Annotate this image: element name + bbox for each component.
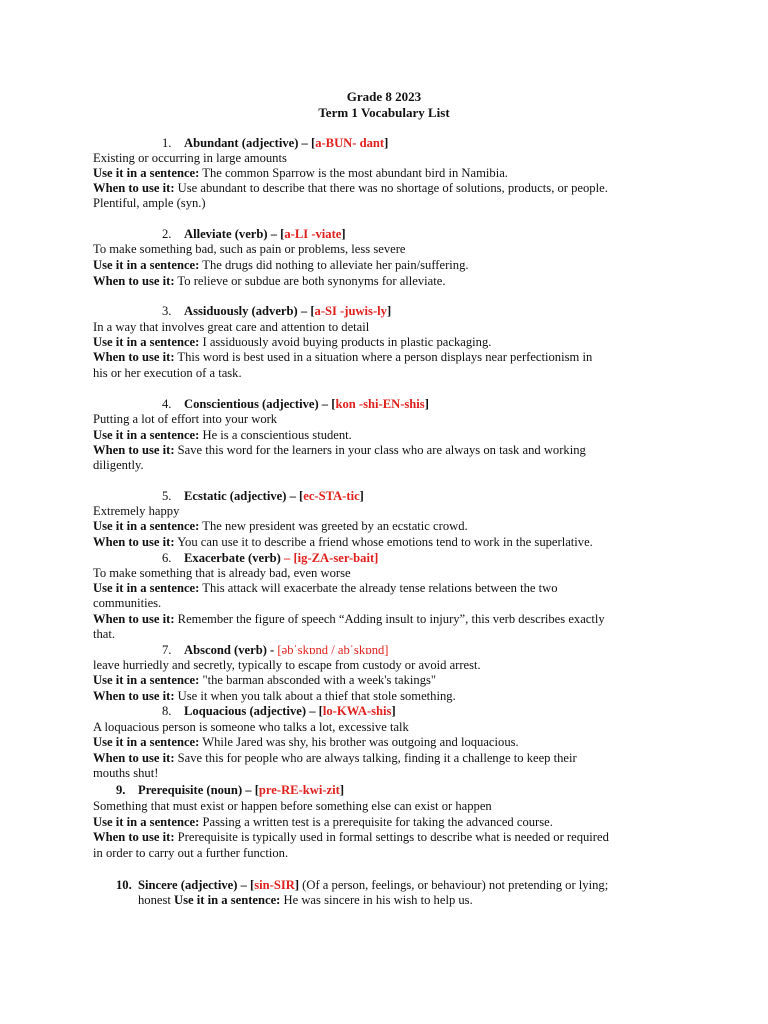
- entry-definition: Putting a lot of effort into your work: [93, 412, 278, 426]
- entry-when: When to use it: Prerequisite is typically used in formal settings to describe what is needed or required: [93, 830, 609, 844]
- entry-sentence: Use it in a sentence: The common Sparrow is the most abundant bird in Namibia.: [93, 166, 508, 180]
- entry-definition: A loquacious person is someone who talks a lot, excessive talk: [93, 720, 409, 734]
- entry-heading: 9. Prerequisite (noun) – [pre-RE-kwi-zit]: [116, 783, 345, 797]
- page-title: Grade 8 2023: [346, 89, 422, 104]
- entry-sentence: Use it in a sentence: While Jared was shy, his brother was outgoing and loquacious.: [93, 735, 519, 749]
- entry-synonyms: Plentiful, ample (syn.): [93, 196, 206, 210]
- entry-definition: Extremely happy: [93, 504, 180, 518]
- entry-definition-cont: honest Use it in a sentence: He was sincere in his wish to help us.: [138, 893, 473, 907]
- entry-heading: 6. Exacerbate (verb) – [ig-ZA-ser-bait]: [162, 551, 379, 565]
- entry-when: When to use it: Save this for people who are always talking, finding it a challenge to keep their: [93, 751, 577, 765]
- entry-heading: 3. Assiduously (adverb) – [a-SI -juwis-ly]: [162, 304, 392, 318]
- entry-when: When to use it: Remember the figure of speech “Adding insult to injury”, this verb describes exactly: [93, 612, 605, 626]
- entry-sentence: Use it in a sentence: The drugs did nothing to alleviate her pain/suffering.: [93, 258, 469, 272]
- entry-heading: 4. Conscientious (adjective) – [kon -shi-EN-shis]: [162, 397, 429, 411]
- entry-definition: Something that must exist or happen before something else can exist or happen: [93, 799, 492, 813]
- entry-heading: 5. Ecstatic (adjective) – [ec-STA-tic]: [162, 489, 364, 503]
- entry-sentence: Use it in a sentence: "the barman absconded with a week's takings": [93, 673, 437, 687]
- page-subtitle: Term 1 Vocabulary List: [318, 105, 450, 120]
- entry-heading: 10. Sincere (adjective) – [sin-SIR] (Of a person, feelings, or behaviour) not pretending or lying;: [116, 878, 609, 892]
- entry-when-cont: diligently.: [93, 458, 144, 472]
- entry-sentence-cont: communities.: [93, 596, 162, 610]
- entry-heading: 7. Abscond (verb) - [əbˈskɒnd / abˈskɒnd]: [162, 643, 389, 657]
- entry-definition: To make something bad, such as pain or problems, less severe: [93, 242, 406, 256]
- entry-sentence: Use it in a sentence: He is a conscientious student.: [93, 428, 352, 442]
- entry-definition: In a way that involves great care and attention to detail: [93, 320, 370, 334]
- entry-when: When to use it: You can use it to describe a friend whose emotions tend to work in the superlative.: [93, 535, 593, 549]
- entry-sentence: Use it in a sentence: The new president was greeted by an ecstatic crowd.: [93, 519, 468, 533]
- entry-sentence: Use it in a sentence: Passing a written test is a prerequisite for taking the advanced course.: [93, 815, 553, 829]
- entry-when: When to use it: Use abundant to describe that there was no shortage of solutions, products, or people.: [93, 181, 608, 195]
- entry-definition: To make something that is already bad, even worse: [93, 566, 351, 580]
- entry-when-cont: his or her execution of a task.: [93, 366, 242, 380]
- entry-sentence: Use it in a sentence: This attack will exacerbate the already tense relations between the two: [93, 581, 558, 595]
- entry-when-cont: in order to carry out a further function.: [93, 846, 289, 860]
- entry-sentence: Use it in a sentence: I assiduously avoid buying products in plastic packaging.: [93, 335, 492, 349]
- entry-heading: 8. Loquacious (adjective) – [lo-KWA-shis]: [162, 704, 396, 718]
- entry-heading: 1. Abundant (adjective) – [a-BUN- dant]: [162, 136, 389, 150]
- entry-when: When to use it: Save this word for the learners in your class who are always on task and working: [93, 443, 586, 457]
- entry-when: When to use it: This word is best used in a situation where a person displays near perfectionism in: [93, 350, 593, 364]
- entry-definition: Existing or occurring in large amounts: [93, 151, 287, 165]
- entry-heading: 2. Alleviate (verb) – [a-LI -viate]: [162, 227, 346, 241]
- entry-when-cont: that.: [93, 627, 116, 641]
- entry-when: When to use it: To relieve or subdue are both synonyms for alleviate.: [93, 274, 446, 288]
- entry-when-cont: mouths shut!: [93, 766, 159, 780]
- entry-when: When to use it: Use it when you talk about a thief that stole something.: [93, 689, 456, 703]
- entry-definition: leave hurriedly and secretly, typically to escape from custody or avoid arrest.: [93, 658, 481, 672]
